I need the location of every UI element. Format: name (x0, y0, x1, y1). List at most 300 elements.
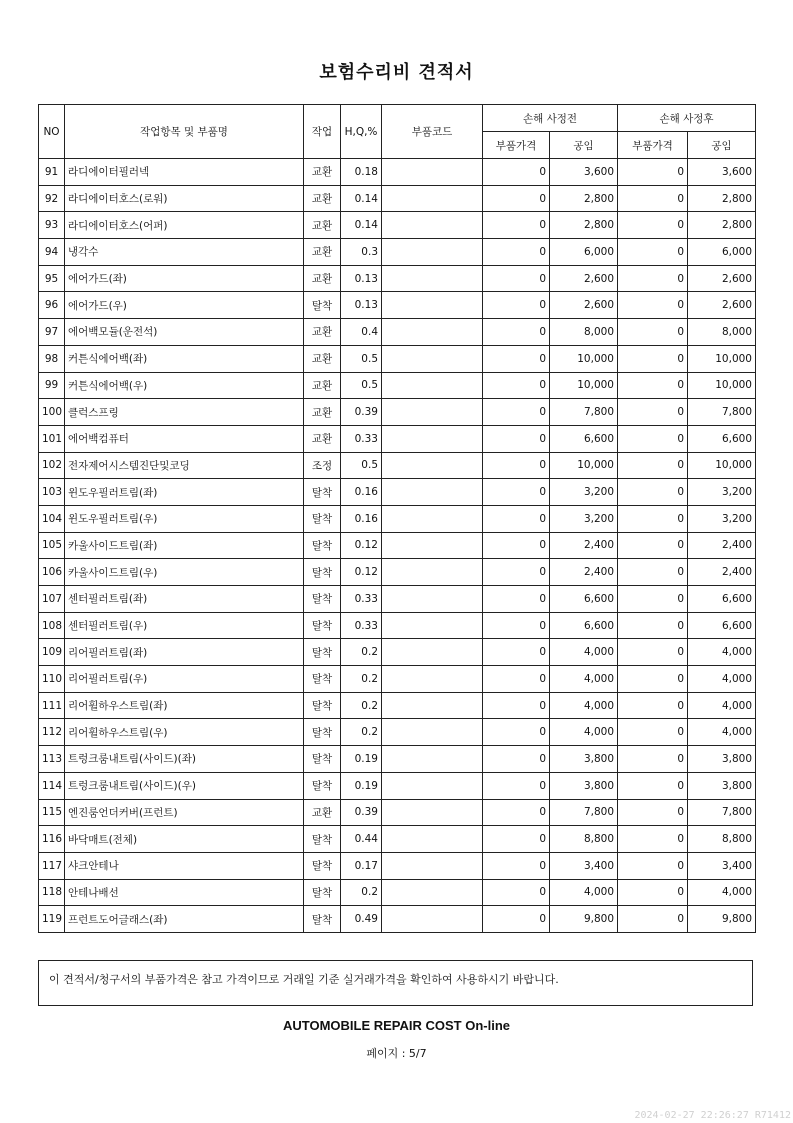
cell-before-labor: 9,800 (550, 906, 618, 933)
cell-hq: 0.33 (341, 425, 382, 452)
cell-part-code (382, 159, 483, 186)
cell-work: 탈착 (304, 639, 341, 666)
cell-hq: 0.12 (341, 532, 382, 559)
cell-item-name: 리어휠하우스트림(우) (65, 719, 304, 746)
cell-part-code (382, 292, 483, 319)
cell-before-part-price: 0 (483, 586, 550, 613)
cell-after-labor: 10,000 (688, 345, 756, 372)
table-row (39, 692, 756, 719)
cell-work: 탈착 (304, 852, 341, 879)
cell-part-code (382, 425, 483, 452)
table-row (39, 479, 756, 506)
cell-before-labor: 4,000 (550, 666, 618, 693)
cell-no: 112 (39, 719, 65, 746)
cell-before-part-price: 0 (483, 399, 550, 426)
cell-work: 탈착 (304, 772, 341, 799)
cell-before-labor: 3,600 (550, 159, 618, 186)
table-row (39, 532, 756, 559)
cell-after-part-price: 0 (618, 826, 688, 853)
cell-item-name: 센터필러트림(좌) (65, 586, 304, 613)
cell-before-part-price: 0 (483, 452, 550, 479)
cell-item-name: 라디에이터호스(어퍼) (65, 212, 304, 239)
table-row (39, 746, 756, 773)
cell-hq: 0.2 (341, 879, 382, 906)
cell-before-labor: 2,400 (550, 532, 618, 559)
cell-item-name: 라디에이터필러넥 (65, 159, 304, 186)
cell-after-part-price: 0 (618, 612, 688, 639)
cell-part-code (382, 185, 483, 212)
cell-part-code (382, 559, 483, 586)
cell-no: 117 (39, 852, 65, 879)
table-row (39, 212, 756, 239)
table-row (39, 319, 756, 346)
cell-no: 102 (39, 452, 65, 479)
cell-before-part-price: 0 (483, 559, 550, 586)
cell-hq: 0.33 (341, 612, 382, 639)
estimate-rows (39, 159, 756, 933)
cell-after-labor: 2,800 (688, 185, 756, 212)
header-part-code: 부품코드 (382, 105, 483, 159)
cell-before-labor: 6,600 (550, 612, 618, 639)
cell-hq: 0.13 (341, 292, 382, 319)
cell-before-part-price: 0 (483, 746, 550, 773)
cell-after-part-price: 0 (618, 666, 688, 693)
cell-after-part-price: 0 (618, 239, 688, 266)
cell-after-labor: 2,600 (688, 265, 756, 292)
cell-work: 탈착 (304, 906, 341, 933)
cell-item-name: 안테나배선 (65, 879, 304, 906)
cell-before-labor: 4,000 (550, 692, 618, 719)
cell-item-name: 프런트도어글래스(좌) (65, 906, 304, 933)
cell-after-labor: 3,800 (688, 746, 756, 773)
cell-after-part-price: 0 (618, 692, 688, 719)
cell-hq: 0.16 (341, 479, 382, 506)
cell-item-name: 커튼식에어백(좌) (65, 345, 304, 372)
cell-item-name: 냉각수 (65, 239, 304, 266)
cell-part-code (382, 372, 483, 399)
cell-hq: 0.5 (341, 452, 382, 479)
cell-after-part-price: 0 (618, 399, 688, 426)
cell-part-code (382, 452, 483, 479)
cell-after-labor: 6,600 (688, 586, 756, 613)
cell-no: 119 (39, 906, 65, 933)
cell-work: 탈착 (304, 505, 341, 532)
cell-before-part-price: 0 (483, 212, 550, 239)
cell-before-part-price: 0 (483, 692, 550, 719)
table-row (39, 159, 756, 186)
cell-work: 탈착 (304, 746, 341, 773)
cell-work: 교환 (304, 212, 341, 239)
cell-after-part-price: 0 (618, 639, 688, 666)
cell-no: 101 (39, 425, 65, 452)
cell-hq: 0.17 (341, 852, 382, 879)
cell-hq: 0.18 (341, 159, 382, 186)
table-row (39, 265, 756, 292)
cell-after-part-price: 0 (618, 559, 688, 586)
cell-after-part-price: 0 (618, 532, 688, 559)
cell-no: 109 (39, 639, 65, 666)
cell-hq: 0.16 (341, 505, 382, 532)
cell-before-labor: 10,000 (550, 452, 618, 479)
cell-work: 탈착 (304, 292, 341, 319)
cell-hq: 0.5 (341, 372, 382, 399)
table-row (39, 559, 756, 586)
cell-work: 교환 (304, 372, 341, 399)
cell-after-labor: 7,800 (688, 799, 756, 826)
cell-before-part-price: 0 (483, 239, 550, 266)
cell-item-name: 샤크안테나 (65, 852, 304, 879)
cell-item-name: 에어가드(우) (65, 292, 304, 319)
cell-before-labor: 3,800 (550, 772, 618, 799)
cell-before-part-price: 0 (483, 292, 550, 319)
cell-before-labor: 8,800 (550, 826, 618, 853)
cell-before-part-price: 0 (483, 372, 550, 399)
cell-part-code (382, 586, 483, 613)
table-row (39, 239, 756, 266)
table-row (39, 452, 756, 479)
cell-item-name: 에어백컴퓨터 (65, 425, 304, 452)
cell-no: 108 (39, 612, 65, 639)
cell-item-name: 카울사이드트림(좌) (65, 532, 304, 559)
cell-hq: 0.39 (341, 399, 382, 426)
cell-after-labor: 6,000 (688, 239, 756, 266)
cell-after-part-price: 0 (618, 292, 688, 319)
cell-before-part-price: 0 (483, 799, 550, 826)
cell-item-name: 전자제어시스템진단및코딩 (65, 452, 304, 479)
table-row (39, 852, 756, 879)
cell-hq: 0.12 (341, 559, 382, 586)
cell-after-labor: 3,200 (688, 479, 756, 506)
cell-item-name: 트렁크룸내트림(사이드)(좌) (65, 746, 304, 773)
cell-work: 탈착 (304, 612, 341, 639)
cell-before-labor: 2,600 (550, 292, 618, 319)
price-notice: 이 견적서/청구서의 부품가격은 참고 가격이므로 거래일 기준 실거래가격을 확인하여 사용하시기 바랍니다. (38, 960, 753, 1006)
cell-no: 110 (39, 666, 65, 693)
cell-hq: 0.3 (341, 239, 382, 266)
cell-before-part-price: 0 (483, 719, 550, 746)
cell-item-name: 커튼식에어백(우) (65, 372, 304, 399)
table-row (39, 505, 756, 532)
cell-part-code (382, 719, 483, 746)
cell-part-code (382, 852, 483, 879)
cell-hq: 0.39 (341, 799, 382, 826)
cell-after-labor: 2,800 (688, 212, 756, 239)
cell-item-name: 리어필러트림(우) (65, 666, 304, 693)
table-row (39, 719, 756, 746)
cell-no: 105 (39, 532, 65, 559)
cell-part-code (382, 826, 483, 853)
cell-before-part-price: 0 (483, 345, 550, 372)
cell-before-part-price: 0 (483, 612, 550, 639)
cell-item-name: 카울사이드트림(우) (65, 559, 304, 586)
cell-hq: 0.13 (341, 265, 382, 292)
cell-before-part-price: 0 (483, 479, 550, 506)
cell-before-labor: 3,800 (550, 746, 618, 773)
cell-part-code (382, 666, 483, 693)
cell-before-labor: 3,200 (550, 505, 618, 532)
cell-hq: 0.14 (341, 185, 382, 212)
cell-after-part-price: 0 (618, 372, 688, 399)
cell-after-labor: 10,000 (688, 452, 756, 479)
cell-before-part-price: 0 (483, 319, 550, 346)
cell-work: 교환 (304, 399, 341, 426)
cell-item-name: 윈도우필러트림(우) (65, 505, 304, 532)
cell-before-part-price: 0 (483, 265, 550, 292)
cell-before-labor: 6,600 (550, 586, 618, 613)
cell-no: 100 (39, 399, 65, 426)
cell-no: 113 (39, 746, 65, 773)
cell-after-part-price: 0 (618, 799, 688, 826)
cell-work: 교환 (304, 239, 341, 266)
cell-after-labor: 4,000 (688, 692, 756, 719)
document-title: 보험수리비 견적서 (319, 62, 474, 83)
cell-no: 97 (39, 319, 65, 346)
cell-part-code (382, 612, 483, 639)
cell-hq: 0.19 (341, 746, 382, 773)
header-hq: H,Q,% (341, 105, 382, 159)
cell-part-code (382, 799, 483, 826)
cell-after-part-price: 0 (618, 772, 688, 799)
cell-after-labor: 4,000 (688, 719, 756, 746)
estimate-table (38, 104, 756, 933)
cell-after-labor: 9,800 (688, 906, 756, 933)
cell-work: 교환 (304, 345, 341, 372)
table-row (39, 879, 756, 906)
cell-work: 탈착 (304, 532, 341, 559)
cell-after-part-price: 0 (618, 159, 688, 186)
header-no: NO (39, 105, 65, 159)
cell-before-labor: 6,000 (550, 239, 618, 266)
cell-before-labor: 6,600 (550, 425, 618, 452)
cell-before-part-price: 0 (483, 185, 550, 212)
cell-no: 115 (39, 799, 65, 826)
cell-item-name: 에어가드(좌) (65, 265, 304, 292)
cell-hq: 0.4 (341, 319, 382, 346)
header-before-part-price: 부품가격 (483, 132, 550, 159)
cell-no: 104 (39, 505, 65, 532)
header-before-labor: 공임 (550, 132, 618, 159)
cell-before-part-price: 0 (483, 532, 550, 559)
cell-before-labor: 2,600 (550, 265, 618, 292)
table-row (39, 666, 756, 693)
cell-item-name: 리어휠하우스트림(좌) (65, 692, 304, 719)
cell-before-part-price: 0 (483, 826, 550, 853)
cell-before-labor: 7,800 (550, 799, 618, 826)
cell-after-part-price: 0 (618, 879, 688, 906)
cell-after-part-price: 0 (618, 586, 688, 613)
cell-part-code (382, 746, 483, 773)
cell-no: 99 (39, 372, 65, 399)
table-row (39, 292, 756, 319)
cell-after-part-price: 0 (618, 425, 688, 452)
cell-part-code (382, 399, 483, 426)
cell-work: 탈착 (304, 559, 341, 586)
cell-after-labor: 3,400 (688, 852, 756, 879)
cell-before-labor: 2,800 (550, 185, 618, 212)
cell-hq: 0.2 (341, 692, 382, 719)
cell-before-part-price: 0 (483, 505, 550, 532)
header-item: 작업항목 및 부품명 (65, 105, 304, 159)
cell-hq: 0.2 (341, 666, 382, 693)
cell-hq: 0.49 (341, 906, 382, 933)
table-row (39, 612, 756, 639)
cell-after-part-price: 0 (618, 505, 688, 532)
page-number: 페이지 : 5/7 (366, 1047, 427, 1060)
cell-after-part-price: 0 (618, 906, 688, 933)
cell-after-labor: 3,200 (688, 505, 756, 532)
cell-item-name: 에어백모듈(운전석) (65, 319, 304, 346)
cell-hq: 0.2 (341, 719, 382, 746)
table-row (39, 772, 756, 799)
cell-work: 탈착 (304, 666, 341, 693)
cell-after-labor: 10,000 (688, 372, 756, 399)
cell-work: 탈착 (304, 479, 341, 506)
cell-no: 106 (39, 559, 65, 586)
cell-part-code (382, 532, 483, 559)
cell-after-labor: 7,800 (688, 399, 756, 426)
cell-before-part-price: 0 (483, 159, 550, 186)
cell-work: 교환 (304, 265, 341, 292)
cell-after-labor: 2,600 (688, 292, 756, 319)
cell-after-labor: 6,600 (688, 612, 756, 639)
cell-part-code (382, 319, 483, 346)
cell-no: 98 (39, 345, 65, 372)
cell-part-code (382, 639, 483, 666)
cell-after-labor: 3,800 (688, 772, 756, 799)
cell-work: 조정 (304, 452, 341, 479)
cell-item-name: 센터필러트림(우) (65, 612, 304, 639)
cell-item-name: 윈도우필러트림(좌) (65, 479, 304, 506)
cell-before-labor: 3,400 (550, 852, 618, 879)
cell-item-name: 라디에이터호스(로워) (65, 185, 304, 212)
cell-no: 96 (39, 292, 65, 319)
table-row (39, 799, 756, 826)
cell-hq: 0.19 (341, 772, 382, 799)
cell-after-part-price: 0 (618, 479, 688, 506)
cell-work: 교환 (304, 319, 341, 346)
cell-after-part-price: 0 (618, 345, 688, 372)
cell-before-part-price: 0 (483, 639, 550, 666)
cell-hq: 0.33 (341, 586, 382, 613)
cell-before-labor: 8,000 (550, 319, 618, 346)
cell-after-part-price: 0 (618, 212, 688, 239)
cell-after-part-price: 0 (618, 319, 688, 346)
cell-work: 탈착 (304, 692, 341, 719)
cell-before-part-price: 0 (483, 906, 550, 933)
cell-part-code (382, 505, 483, 532)
table-row (39, 586, 756, 613)
header-after-labor: 공임 (688, 132, 756, 159)
cell-work: 탈착 (304, 826, 341, 853)
cell-before-labor: 4,000 (550, 639, 618, 666)
cell-work: 교환 (304, 159, 341, 186)
cell-before-part-price: 0 (483, 772, 550, 799)
cell-work: 교환 (304, 799, 341, 826)
cell-after-part-price: 0 (618, 852, 688, 879)
cell-item-name: 엔진룸언더커버(프런트) (65, 799, 304, 826)
cell-hq: 0.5 (341, 345, 382, 372)
cell-part-code (382, 479, 483, 506)
cell-before-labor: 7,800 (550, 399, 618, 426)
cell-no: 103 (39, 479, 65, 506)
cell-work: 교환 (304, 425, 341, 452)
table-row (39, 906, 756, 933)
cell-before-part-price: 0 (483, 666, 550, 693)
header-before-adjustment: 손해 사정전 (483, 105, 618, 132)
table-row (39, 372, 756, 399)
cell-after-part-price: 0 (618, 746, 688, 773)
cell-after-labor: 2,400 (688, 532, 756, 559)
cell-no: 95 (39, 265, 65, 292)
cell-before-part-price: 0 (483, 852, 550, 879)
cell-no: 91 (39, 159, 65, 186)
cell-no: 94 (39, 239, 65, 266)
cell-after-labor: 2,400 (688, 559, 756, 586)
table-row (39, 826, 756, 853)
cell-item-name: 트렁크룸내트림(사이드)(우) (65, 772, 304, 799)
cell-no: 92 (39, 185, 65, 212)
cell-hq: 0.2 (341, 639, 382, 666)
cell-no: 116 (39, 826, 65, 853)
cell-work: 교환 (304, 185, 341, 212)
cell-part-code (382, 906, 483, 933)
cell-work: 탈착 (304, 586, 341, 613)
cell-before-labor: 3,200 (550, 479, 618, 506)
cell-after-labor: 4,000 (688, 879, 756, 906)
cell-no: 107 (39, 586, 65, 613)
cell-part-code (382, 879, 483, 906)
header-after-adjustment: 손해 사정후 (618, 105, 756, 132)
cell-before-labor: 4,000 (550, 719, 618, 746)
cell-no: 118 (39, 879, 65, 906)
footer-brand: AUTOMOBILE REPAIR COST On-line (282, 1018, 511, 1033)
cell-part-code (382, 212, 483, 239)
cell-after-part-price: 0 (618, 452, 688, 479)
cell-before-labor: 2,800 (550, 212, 618, 239)
print-timestamp: 2024-02-27 22:26:27 R71412 (634, 1110, 791, 1121)
cell-after-labor: 3,600 (688, 159, 756, 186)
table-row (39, 399, 756, 426)
cell-before-labor: 4,000 (550, 879, 618, 906)
table-row (39, 185, 756, 212)
cell-part-code (382, 345, 483, 372)
cell-part-code (382, 239, 483, 266)
table-row (39, 345, 756, 372)
cell-part-code (382, 265, 483, 292)
cell-no: 111 (39, 692, 65, 719)
cell-before-part-price: 0 (483, 879, 550, 906)
cell-after-labor: 6,600 (688, 425, 756, 452)
cell-item-name: 리어필러트림(좌) (65, 639, 304, 666)
cell-before-labor: 2,400 (550, 559, 618, 586)
header-after-part-price: 부품가격 (618, 132, 688, 159)
table-row (39, 425, 756, 452)
header-work: 작업 (304, 105, 341, 159)
cell-before-labor: 10,000 (550, 372, 618, 399)
cell-hq: 0.44 (341, 826, 382, 853)
cell-hq: 0.14 (341, 212, 382, 239)
cell-after-part-price: 0 (618, 719, 688, 746)
cell-item-name: 클럭스프링 (65, 399, 304, 426)
cell-part-code (382, 692, 483, 719)
table-row (39, 639, 756, 666)
cell-work: 탈착 (304, 879, 341, 906)
cell-after-labor: 4,000 (688, 666, 756, 693)
cell-item-name: 바닥매트(전체) (65, 826, 304, 853)
cell-no: 114 (39, 772, 65, 799)
cell-work: 탈착 (304, 719, 341, 746)
cell-after-labor: 4,000 (688, 639, 756, 666)
